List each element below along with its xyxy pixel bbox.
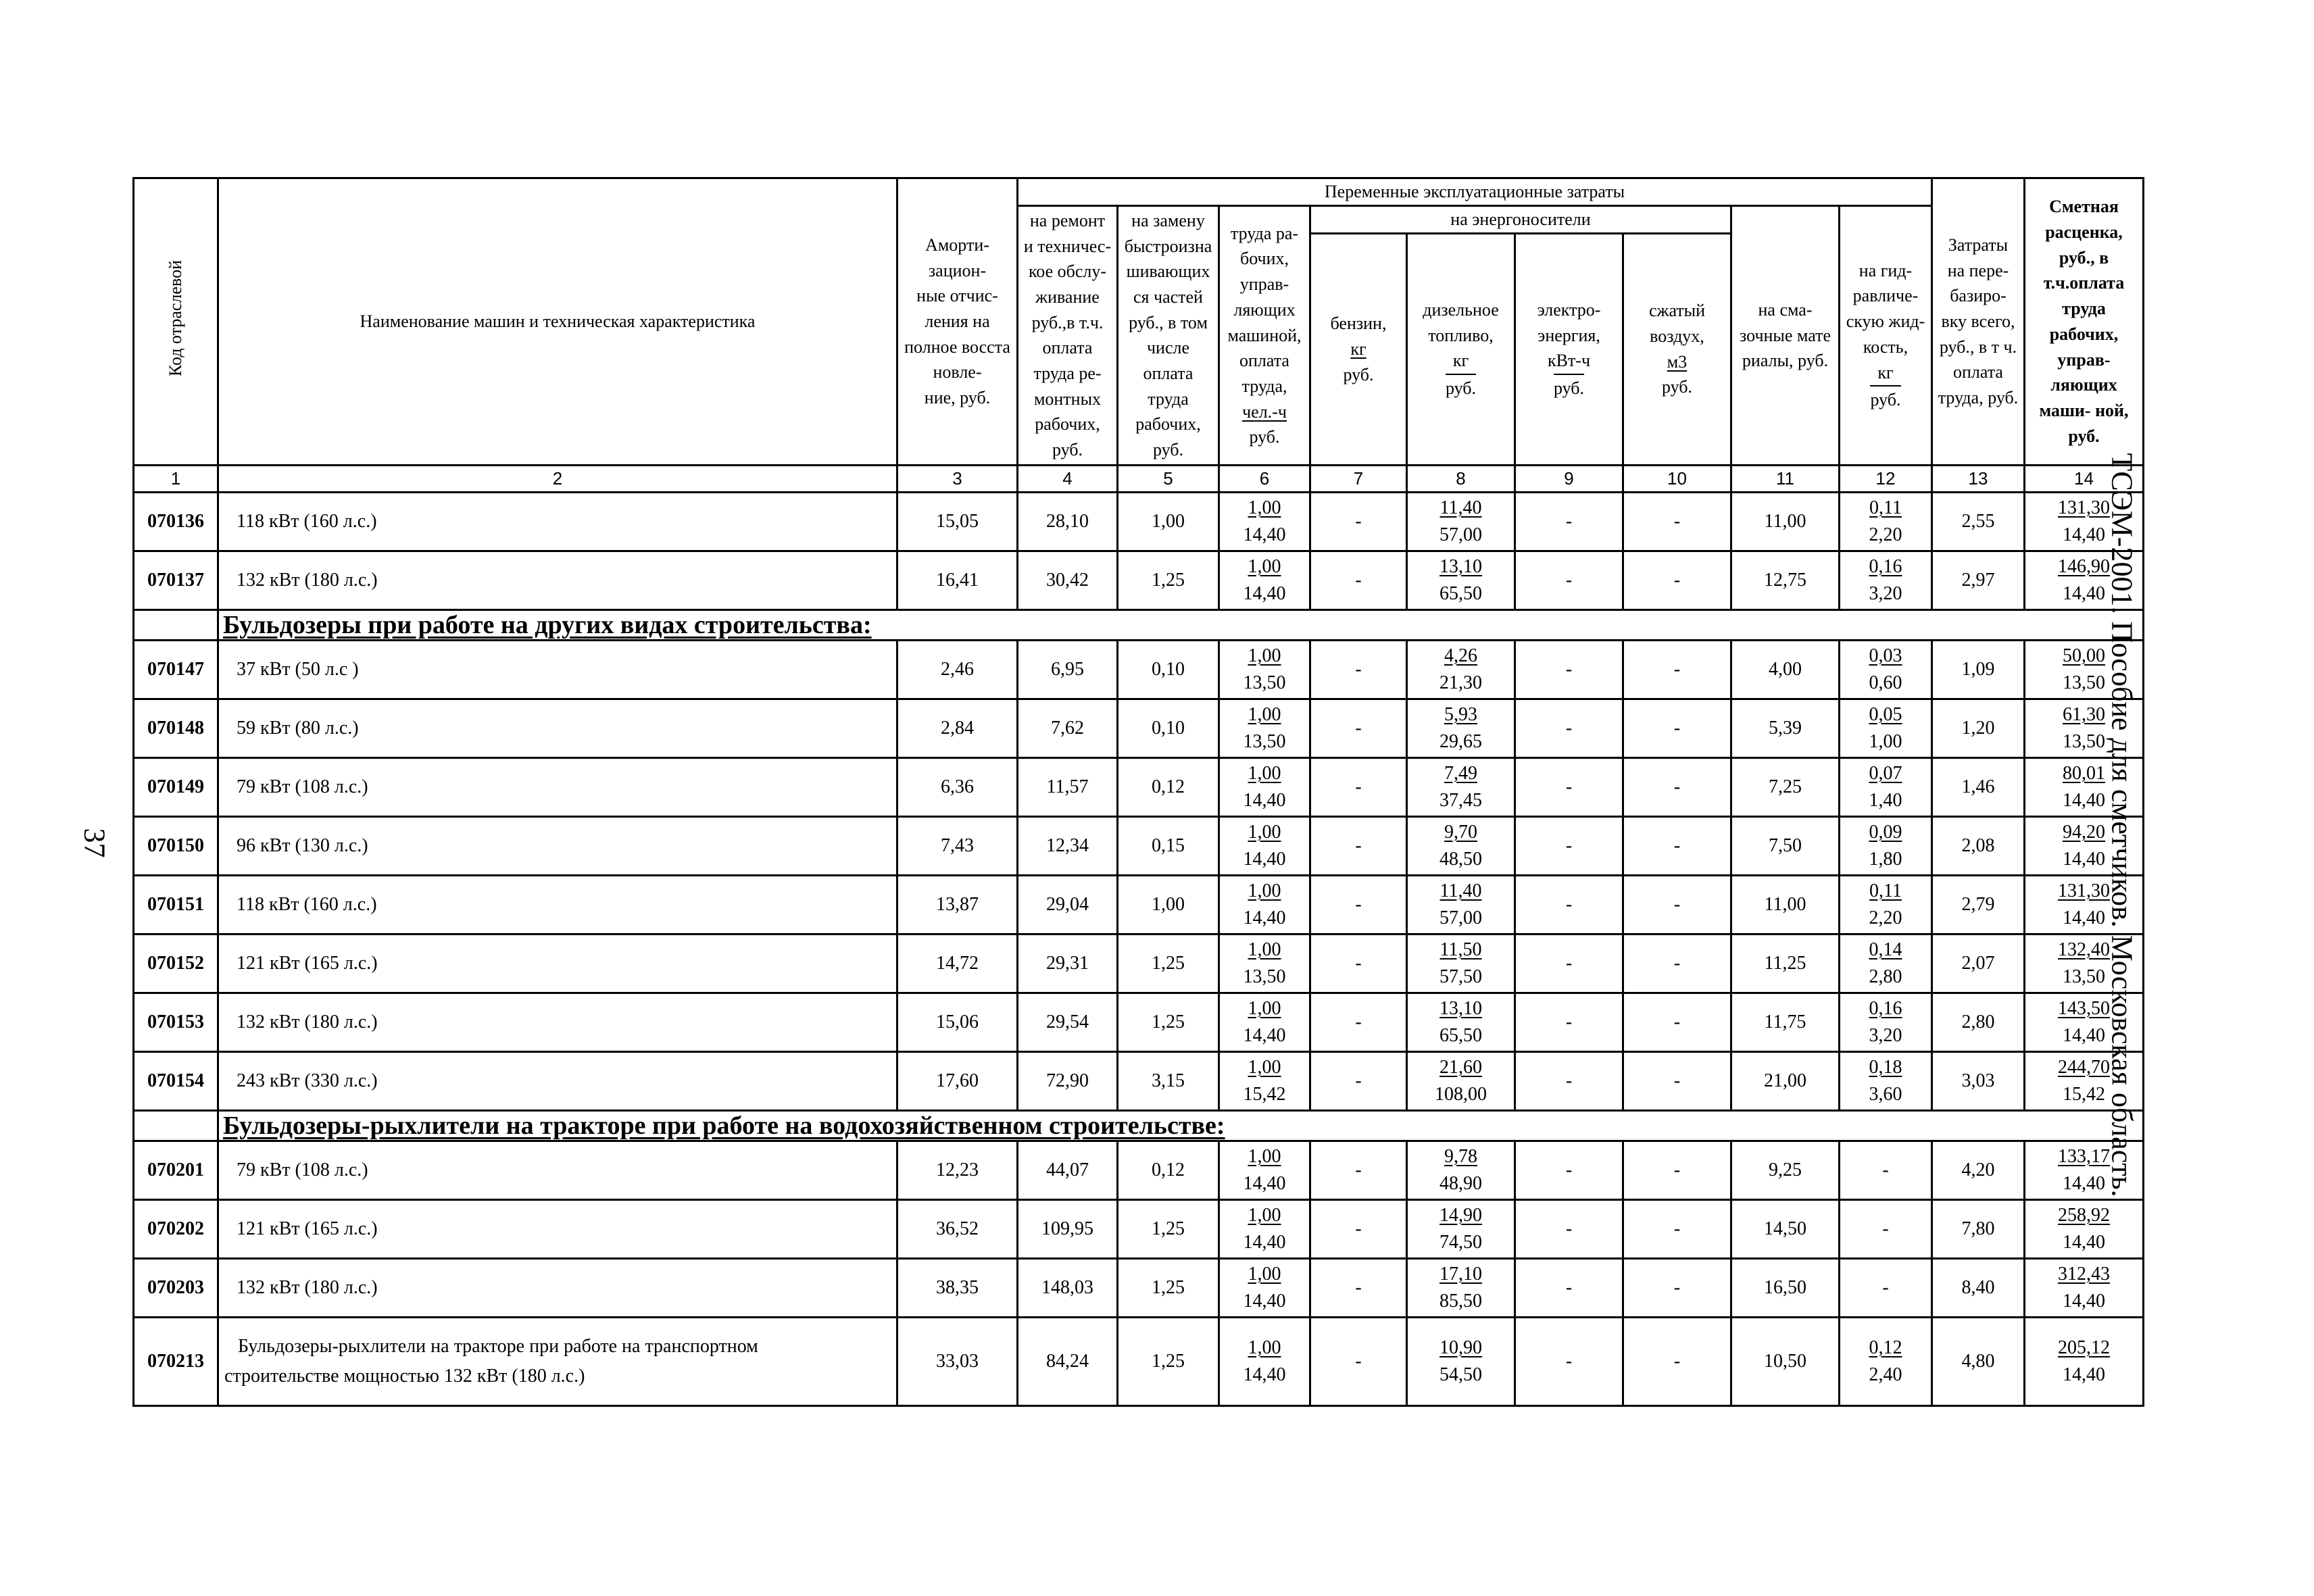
row-replace: 0,10 [1118,641,1219,699]
row-code: 070213 [134,1318,218,1406]
row-air: - [1623,641,1731,699]
row-code: 070203 [134,1259,218,1318]
row-air: - [1623,699,1731,758]
row-estimate: 132,40 13,50 [2025,934,2144,993]
row-relocation: 8,40 [1932,1259,2025,1318]
row-amortization: 15,06 [897,993,1018,1052]
row-name: 121 кВт (165 л.с.) [218,934,897,993]
row-hydraulic: 0,16 3,20 [1840,551,1932,610]
table-row [134,1200,2144,1259]
row-petrol: - [1310,876,1407,934]
row-repair: 29,54 [1018,993,1118,1052]
row-diesel: 7,49 37,45 [1407,758,1515,817]
column-number: 10 [1623,465,1731,493]
row-relocation: 1,20 [1932,699,2025,758]
row-lubricants: 5,39 [1731,699,1840,758]
row-labor: 1,00 15,42 [1219,1052,1310,1111]
row-name: Бульдозеры-рыхлители на тракторе при работе на транспортном строительстве мощностью 132 кВт (180 л.с.) [218,1318,897,1406]
header-compressed-air: сжатый воздух, м3 руб. [1623,233,1731,465]
row-electricity: - [1515,993,1623,1052]
column-number: 3 [897,465,1018,493]
row-lubricants: 4,00 [1731,641,1840,699]
row-labor: 1,00 13,50 [1219,641,1310,699]
row-relocation: 2,97 [1932,551,2025,610]
row-amortization: 14,72 [897,934,1018,993]
row-petrol: - [1310,1141,1407,1200]
row-lubricants: 14,50 [1731,1200,1840,1259]
row-electricity: - [1515,758,1623,817]
row-name: 79 кВт (108 л.с.) [218,1141,897,1200]
row-hydraulic: 0,14 2,80 [1840,934,1932,993]
row-electricity: - [1515,641,1623,699]
row-repair: 28,10 [1018,493,1118,551]
header-labor: труда ра- бочих, управ- ляющих машиной, оплата труда, чел.-ч руб. [1219,206,1310,466]
row-petrol: - [1310,551,1407,610]
row-repair: 44,07 [1018,1141,1118,1200]
row-code: 070150 [134,817,218,876]
row-code: 070136 [134,493,218,551]
row-amortization: 33,03 [897,1318,1018,1406]
row-name: 132 кВт (180 л.с.) [218,993,897,1052]
row-diesel: 9,78 48,90 [1407,1141,1515,1200]
header-estimate: Сметная расценка, руб., в т.ч.оплата труда рабочих, управ- ляющих маши- ной, руб. [2025,178,2144,466]
row-code: 070152 [134,934,218,993]
table-row [134,641,2144,699]
row-estimate: 244,70 15,42 [2025,1052,2144,1111]
row-diesel: 5,93 29,65 [1407,699,1515,758]
row-petrol: - [1310,1052,1407,1111]
row-electricity: - [1515,1318,1623,1406]
column-number: 2 [218,465,897,493]
row-relocation: 7,80 [1932,1200,2025,1259]
row-petrol: - [1310,641,1407,699]
row-air: - [1623,1259,1731,1318]
row-relocation: 2,55 [1932,493,2025,551]
header-repair: на ремонт и техничес- кое обслу- живание руб.,в т.ч. оплата труда ре- монтных рабочих, руб. [1018,206,1118,466]
row-name: 96 кВт (130 л.с.) [218,817,897,876]
table-row [134,758,2144,817]
row-diesel: 10,90 54,50 [1407,1318,1515,1406]
row-lubricants: 11,00 [1731,876,1840,934]
row-relocation: 2,80 [1932,993,2025,1052]
row-replace: 0,12 [1118,1141,1219,1200]
row-repair: 29,04 [1018,876,1118,934]
row-amortization: 16,41 [897,551,1018,610]
row-estimate: 205,12 14,40 [2025,1318,2144,1406]
column-number: 9 [1515,465,1623,493]
row-diesel: 13,10 65,50 [1407,551,1515,610]
row-labor: 1,00 14,40 [1219,1259,1310,1318]
section-heading-row [134,610,2144,641]
section-heading: Бульдозеры при работе на других видах строительства: [218,610,2144,641]
header-lubricants: на сма- зочные мате риалы, руб. [1731,206,1840,466]
table-row [134,934,2144,993]
row-labor: 1,00 14,40 [1219,493,1310,551]
row-estimate: 146,90 14,40 [2025,551,2144,610]
column-number: 14 [2025,465,2144,493]
row-repair: 11,57 [1018,758,1118,817]
row-replace: 1,00 [1118,493,1219,551]
row-repair: 84,24 [1018,1318,1118,1406]
row-diesel: 21,60 108,00 [1407,1052,1515,1111]
row-petrol: - [1310,817,1407,876]
row-name: 118 кВт (160 л.с.) [218,493,897,551]
row-air: - [1623,1052,1731,1111]
table-row [134,817,2144,876]
column-number-row [134,465,2144,493]
row-relocation: 1,46 [1932,758,2025,817]
row-diesel: 11,40 57,00 [1407,493,1515,551]
row-air: - [1623,1318,1731,1406]
header-diesel: дизельное топливо, кг руб. [1407,233,1515,465]
column-number: 6 [1219,465,1310,493]
row-petrol: - [1310,758,1407,817]
row-lubricants: 9,25 [1731,1141,1840,1200]
row-hydraulic: 0,11 2,20 [1840,876,1932,934]
row-estimate: 50,00 13,50 [2025,641,2144,699]
row-name: 59 кВт (80 л.с.) [218,699,897,758]
row-lubricants: 10,50 [1731,1318,1840,1406]
row-labor: 1,00 14,40 [1219,1141,1310,1200]
row-labor: 1,00 14,40 [1219,817,1310,876]
row-labor: 1,00 14,40 [1219,758,1310,817]
row-air: - [1623,817,1731,876]
row-lubricants: 7,25 [1731,758,1840,817]
header-electricity: электро- энергия, кВт-ч руб. [1515,233,1623,465]
row-code: 070151 [134,876,218,934]
row-air: - [1623,876,1731,934]
row-replace: 0,12 [1118,758,1219,817]
row-replace: 1,25 [1118,551,1219,610]
section-heading-row [134,1111,2144,1141]
row-electricity: - [1515,1200,1623,1259]
header-amortization: Аморти- зацион- ные отчис- ления на полное восста новле- ние, руб. [897,178,1018,466]
row-code: 070149 [134,758,218,817]
row-estimate: 94,20 14,40 [2025,817,2144,876]
row-code: 070137 [134,551,218,610]
row-replace: 3,15 [1118,1052,1219,1111]
table-row [134,551,2144,610]
row-code: 070153 [134,993,218,1052]
row-diesel: 4,26 21,30 [1407,641,1515,699]
row-repair: 7,62 [1018,699,1118,758]
header-code: Код отраслевой [134,178,218,466]
table-row [134,699,2144,758]
row-relocation: 2,79 [1932,876,2025,934]
row-replace: 1,25 [1118,993,1219,1052]
column-number: 13 [1932,465,2025,493]
row-repair: 12,34 [1018,817,1118,876]
row-labor: 1,00 14,40 [1219,1200,1310,1259]
row-amortization: 15,05 [897,493,1018,551]
row-repair: 29,31 [1018,934,1118,993]
header-replace-parts: на замену быстроизна шивающих ся частей руб., в том числе оплата труда рабочих, руб. [1118,206,1219,466]
row-hydraulic: - [1840,1200,1932,1259]
row-repair: 6,95 [1018,641,1118,699]
row-diesel: 11,50 57,50 [1407,934,1515,993]
header-petrol: бензин, кг руб. [1310,233,1407,465]
row-replace: 1,25 [1118,1259,1219,1318]
row-electricity: - [1515,493,1623,551]
row-relocation: 2,08 [1932,817,2025,876]
row-relocation: 4,20 [1932,1141,2025,1200]
row-electricity: - [1515,817,1623,876]
row-relocation: 4,80 [1932,1318,2025,1406]
row-petrol: - [1310,1200,1407,1259]
row-air: - [1623,551,1731,610]
section-heading: Бульдозеры-рыхлители на тракторе при работе на водохозяйственном строительстве: [218,1111,2144,1141]
row-diesel: 13,10 65,50 [1407,993,1515,1052]
row-estimate: 312,43 14,40 [2025,1259,2144,1318]
row-labor: 1,00 13,50 [1219,699,1310,758]
row-replace: 0,10 [1118,699,1219,758]
row-replace: 1,25 [1118,934,1219,993]
row-petrol: - [1310,934,1407,993]
row-repair: 72,90 [1018,1052,1118,1111]
row-relocation: 3,03 [1932,1052,2025,1111]
column-number: 4 [1018,465,1118,493]
row-diesel: 14,90 74,50 [1407,1200,1515,1259]
header-variable-costs: Переменные эксплуатационные затраты [1018,178,1932,206]
header-hydraulic: на гид- равличе- скую жид- кость, кг руб. [1840,206,1932,466]
row-replace: 1,00 [1118,876,1219,934]
table-row [134,1259,2144,1318]
row-air: - [1623,493,1731,551]
header-name: Наименование машин и техническая характеристика [218,178,897,466]
row-labor: 1,00 14,40 [1219,1318,1310,1406]
row-hydraulic: 0,09 1,80 [1840,817,1932,876]
row-hydraulic: 0,18 3,60 [1840,1052,1932,1111]
row-replace: 1,25 [1118,1318,1219,1406]
row-repair: 30,42 [1018,551,1118,610]
row-hydraulic: 0,05 1,00 [1840,699,1932,758]
row-electricity: - [1515,1141,1623,1200]
row-electricity: - [1515,1259,1623,1318]
row-air: - [1623,993,1731,1052]
row-amortization: 38,35 [897,1259,1018,1318]
row-air: - [1623,934,1731,993]
row-amortization: 2,46 [897,641,1018,699]
row-lubricants: 11,00 [1731,493,1840,551]
table-row [134,993,2144,1052]
row-petrol: - [1310,493,1407,551]
row-name: 121 кВт (165 л.с.) [218,1200,897,1259]
row-estimate: 80,01 14,40 [2025,758,2144,817]
column-number: 11 [1731,465,1840,493]
row-diesel: 17,10 85,50 [1407,1259,1515,1318]
row-hydraulic: 0,11 2,20 [1840,493,1932,551]
row-air: - [1623,1200,1731,1259]
row-hydraulic: 0,07 1,40 [1840,758,1932,817]
row-hydraulic: - [1840,1141,1932,1200]
column-number: 1 [134,465,218,493]
row-hydraulic: - [1840,1259,1932,1318]
row-name: 132 кВт (180 л.с.) [218,1259,897,1318]
row-repair: 109,95 [1018,1200,1118,1259]
row-air: - [1623,758,1731,817]
column-number: 8 [1407,465,1515,493]
row-relocation: 2,07 [1932,934,2025,993]
row-name: 79 кВт (108 л.с.) [218,758,897,817]
row-lubricants: 7,50 [1731,817,1840,876]
row-labor: 1,00 14,40 [1219,993,1310,1052]
table-row [134,1318,2144,1406]
row-amortization: 2,84 [897,699,1018,758]
row-electricity: - [1515,551,1623,610]
row-replace: 0,15 [1118,817,1219,876]
column-number: 12 [1840,465,1932,493]
row-amortization: 17,60 [897,1052,1018,1111]
row-relocation: 1,09 [1932,641,2025,699]
row-estimate: 61,30 13,50 [2025,699,2144,758]
row-estimate: 258,92 14,40 [2025,1200,2144,1259]
row-amortization: 7,43 [897,817,1018,876]
row-code: 070202 [134,1200,218,1259]
row-lubricants: 12,75 [1731,551,1840,610]
row-electricity: - [1515,876,1623,934]
row-amortization: 12,23 [897,1141,1018,1200]
row-electricity: - [1515,934,1623,993]
column-number: 7 [1310,465,1407,493]
row-name: 132 кВт (180 л.с.) [218,551,897,610]
price-table-sheet [132,177,2142,1407]
row-labor: 1,00 14,40 [1219,551,1310,610]
row-petrol: - [1310,1259,1407,1318]
row-name: 37 кВт (50 л.с ) [218,641,897,699]
row-estimate: 131,30 14,40 [2025,876,2144,934]
row-amortization: 6,36 [897,758,1018,817]
row-labor: 1,00 14,40 [1219,876,1310,934]
row-estimate: 143,50 14,40 [2025,993,2144,1052]
row-name: 243 кВт (330 л.с.) [218,1052,897,1111]
row-hydraulic: 0,03 0,60 [1840,641,1932,699]
table-row [134,876,2144,934]
column-number: 5 [1118,465,1219,493]
row-petrol: - [1310,993,1407,1052]
row-petrol: - [1310,699,1407,758]
row-lubricants: 11,25 [1731,934,1840,993]
row-amortization: 36,52 [897,1200,1018,1259]
row-electricity: - [1515,1052,1623,1111]
header-relocation: Затраты на пере- базиро- вку всего, руб., в т ч. оплата труда, руб. [1932,178,2025,466]
row-labor: 1,00 13,50 [1219,934,1310,993]
section-code-blank [134,1111,218,1141]
row-diesel: 11,40 57,00 [1407,876,1515,934]
row-repair: 148,03 [1018,1259,1118,1318]
row-replace: 1,25 [1118,1200,1219,1259]
machine-cost-table [132,177,2144,1407]
header-energy: на энергоносители [1310,206,1731,234]
table-row [134,1141,2144,1200]
section-code-blank [134,610,218,641]
row-electricity: - [1515,699,1623,758]
row-amortization: 13,87 [897,876,1018,934]
row-air: - [1623,1141,1731,1200]
page-number: 37 [78,828,112,858]
row-estimate: 131,30 14,40 [2025,493,2144,551]
row-lubricants: 16,50 [1731,1259,1840,1318]
row-code: 070201 [134,1141,218,1200]
row-lubricants: 21,00 [1731,1052,1840,1111]
row-hydraulic: 0,12 2,40 [1840,1318,1932,1406]
table-row [134,1052,2144,1111]
table-row [134,493,2144,551]
row-petrol: - [1310,1318,1407,1406]
row-name: 118 кВт (160 л.с.) [218,876,897,934]
row-lubricants: 11,75 [1731,993,1840,1052]
row-code: 070148 [134,699,218,758]
row-hydraulic: 0,16 3,20 [1840,993,1932,1052]
row-diesel: 9,70 48,50 [1407,817,1515,876]
row-code: 070154 [134,1052,218,1111]
row-code: 070147 [134,641,218,699]
row-estimate: 133,17 14,40 [2025,1141,2144,1200]
document-side-title: ТСЭМ-2001. Пособие для сметчиков. Московская область. [2105,453,2139,1197]
